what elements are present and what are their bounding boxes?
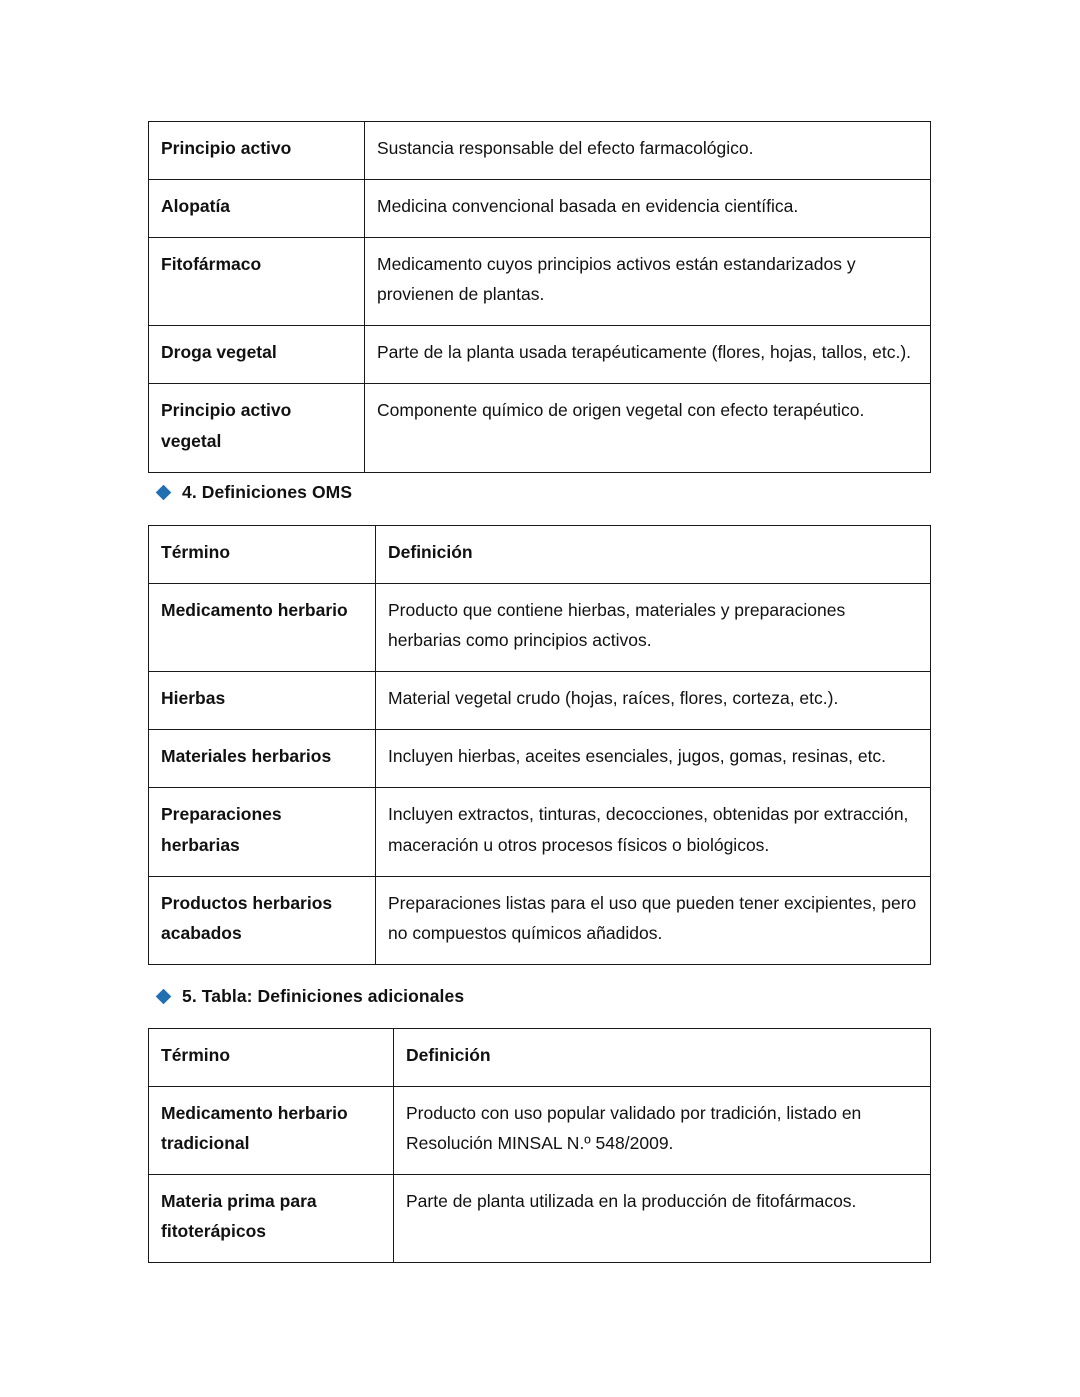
table-row	[149, 584, 931, 672]
table-row	[149, 1175, 931, 1263]
section-heading-definiciones-oms	[158, 482, 352, 503]
definition-cell: Medicamento cuyos principios activos están estandarizados y provienen de plantas.	[365, 238, 931, 326]
definition-cell: Preparaciones listas para el uso que pueden tener excipientes, pero no compuestos químicos añadidos.	[376, 876, 931, 964]
term-cell: Materia prima para fitoterápicos	[149, 1175, 394, 1263]
table-row	[149, 326, 931, 384]
table-row	[149, 730, 931, 788]
term-cell: Medicamento herbario	[149, 584, 376, 672]
section-heading-definiciones-adicionales	[158, 986, 464, 1007]
term-cell: Productos herbarios acabados	[149, 876, 376, 964]
section-heading-label: 4. Definiciones OMS	[182, 482, 353, 502]
definition-cell: Producto que contiene hierbas, materiales y preparaciones herbarias como principios activos.	[376, 584, 931, 672]
term-cell: Materiales herbarios	[149, 730, 376, 788]
definition-cell: Sustancia responsable del efecto farmacológico.	[365, 122, 931, 180]
term-cell: Preparaciones herbarias	[149, 788, 376, 876]
table-header-row	[149, 1029, 931, 1087]
column-header-termino: Término	[149, 1029, 394, 1087]
column-header-definicion: Definición	[394, 1029, 931, 1087]
term-cell: Alopatía	[149, 180, 365, 238]
definition-cell: Parte de la planta usada terapéuticamente (flores, hojas, tallos, etc.).	[365, 326, 931, 384]
table-row	[149, 1087, 931, 1175]
term-cell: Fitofármaco	[149, 238, 365, 326]
table-header-row	[149, 526, 931, 584]
definition-cell: Parte de planta utilizada en la producción de fitofármacos.	[394, 1175, 931, 1263]
table-definiciones-adicionales	[148, 1028, 931, 1263]
section-heading-label: 5. Tabla: Definiciones adicionales	[182, 986, 465, 1006]
table-row	[149, 238, 931, 326]
diamond-bullet-icon	[156, 989, 172, 1005]
definition-cell: Medicina convencional basada en evidencia científica.	[365, 180, 931, 238]
column-header-termino: Término	[149, 526, 376, 584]
term-cell: Medicamento herbario tradicional	[149, 1087, 394, 1175]
definition-cell: Incluyen hierbas, aceites esenciales, jugos, gomas, resinas, etc.	[376, 730, 931, 788]
term-cell: Hierbas	[149, 672, 376, 730]
table-row	[149, 788, 931, 876]
definition-cell: Material vegetal crudo (hojas, raíces, flores, corteza, etc.).	[376, 672, 931, 730]
term-cell: Principio activo	[149, 122, 365, 180]
table-row	[149, 180, 931, 238]
table-row	[149, 672, 931, 730]
definition-cell: Producto con uso popular validado por tradición, listado en Resolución MINSAL N.º 548/2009.	[394, 1087, 931, 1175]
table-definiciones-oms	[148, 525, 931, 965]
term-cell: Droga vegetal	[149, 326, 365, 384]
table-row	[149, 384, 931, 472]
column-header-definicion: Definición	[376, 526, 931, 584]
definition-cell: Incluyen extractos, tinturas, decocciones, obtenidas por extracción, maceración u otros procesos físicos o biológicos.	[376, 788, 931, 876]
term-cell: Principio activo vegetal	[149, 384, 365, 472]
definition-cell: Componente químico de origen vegetal con efecto terapéutico.	[365, 384, 931, 472]
table-definiciones-basicas	[148, 121, 931, 473]
diamond-bullet-icon	[156, 485, 172, 501]
table-row	[149, 876, 931, 964]
table-row	[149, 122, 931, 180]
